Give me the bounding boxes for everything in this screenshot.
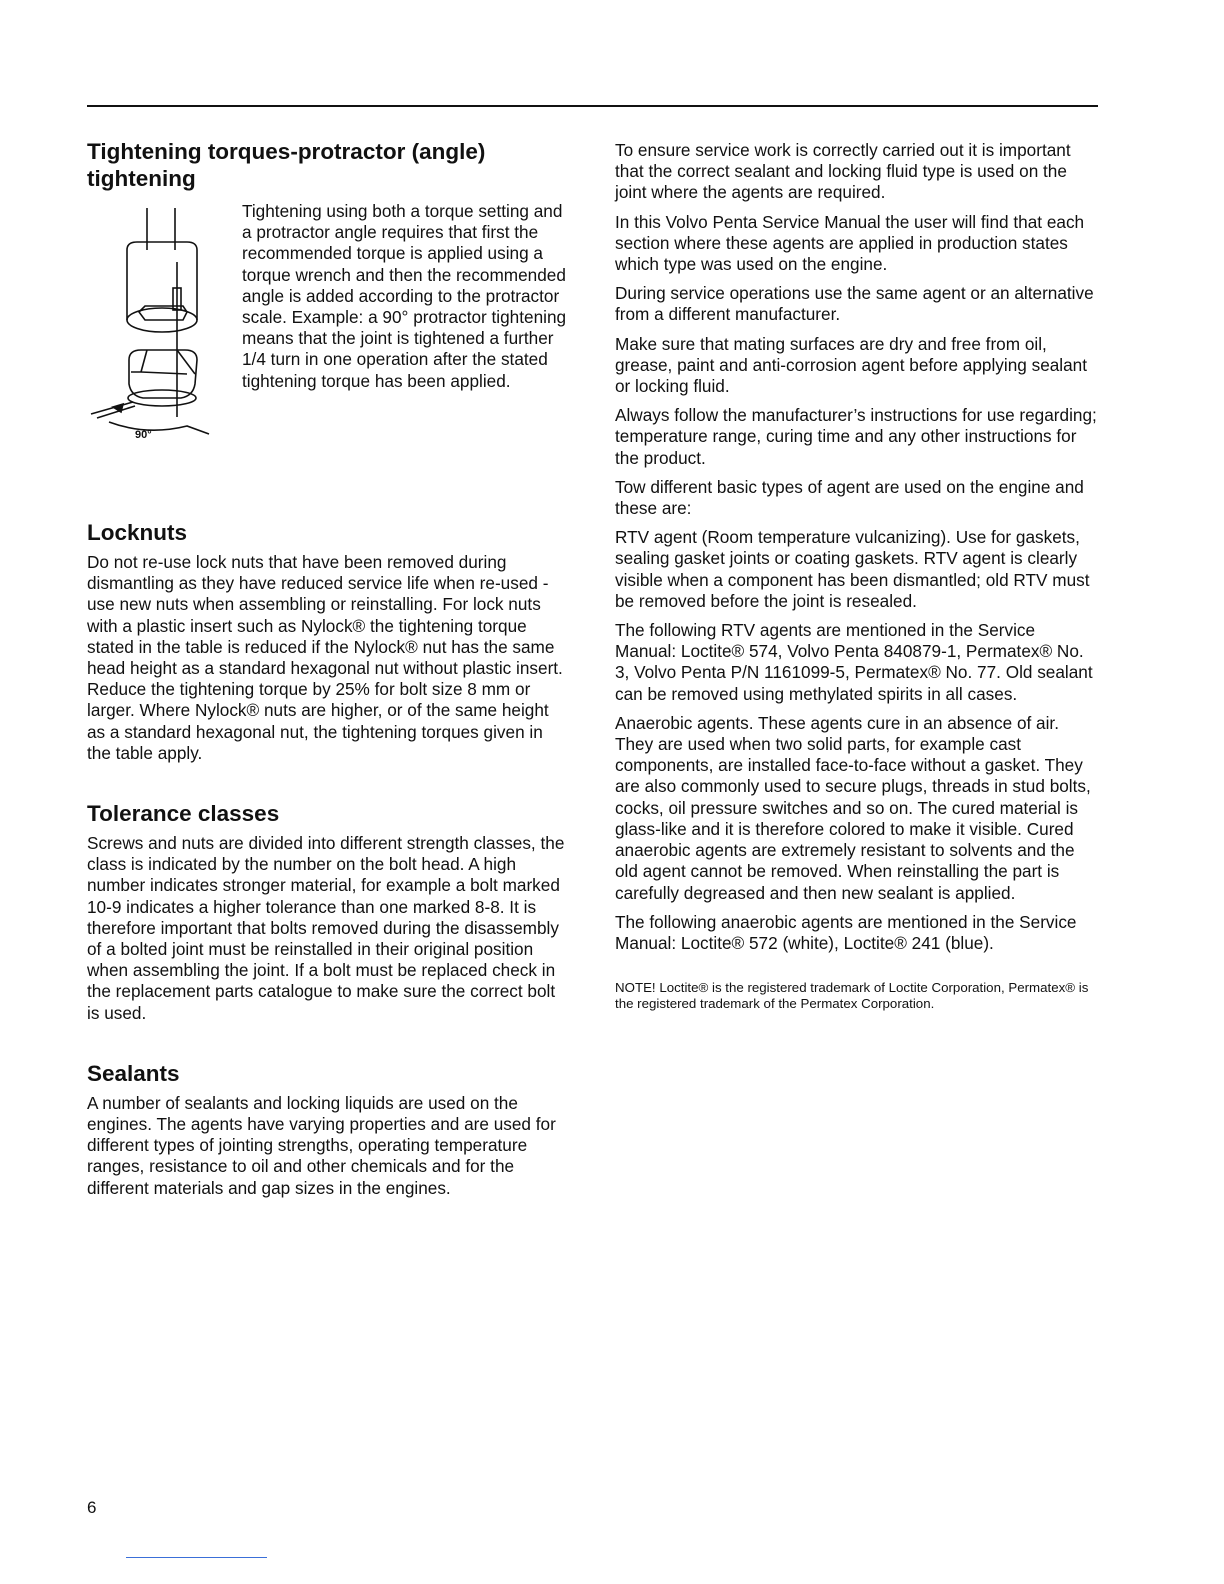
heading-tolerance: Tolerance classes: [87, 801, 280, 827]
paragraph: Anaerobic agents. These agents cure in an absence of air. They are used when two solid parts, for example cast components, are installed face-to-face without a gasket. They are also commonly used to secure plugs, threads in stud bolts, cocks, oil pressure switches and so on. The cured material is glass-like and it is therefore colored to make it visible. Cured anaerobic agents are extremely resistant to solvents and the old agent cannot be removed. When reinstalling the part is carefully degreased and then new sealant is applied.: [615, 712, 1091, 903]
tolerance-section: [87, 800, 565, 1024]
socket-nut-illustration: [87, 202, 227, 442]
paragraph: In this Volvo Penta Service Manual the user will find that each section where these agents are applied in production states which type was used on the engine.: [615, 211, 1085, 275]
locknuts-section: [87, 519, 565, 764]
tightening-block: [87, 202, 565, 457]
angle-label: 90°: [135, 429, 152, 441]
heading-locknuts: Locknuts: [87, 520, 188, 545]
trademark-note: NOTE! Loctite® is the registered trademark of Loctite Corporation, Permatex® is the registered trademark of the Permatex Corporation.: [615, 980, 1089, 1012]
paragraph: The following RTV agents are mentioned in the Service Manual: Loctite® 574, Volvo Penta 840879-1, Permatex® No. 3, Volvo Penta P/N 1161099-5, Permatex® No. 77. Old sealant can be removed using methylated spirits in all cases.: [615, 620, 1093, 704]
footer-line: [126, 1557, 267, 1558]
paragraph: Make sure that mating surfaces are dry and free from oil, grease, paint and anti-corrosion agent before applying sealant or locking fluid.: [615, 333, 1088, 397]
left-column: [87, 138, 565, 1199]
right-column: [615, 140, 1099, 1020]
tightening-text: Tightening using both a torque setting and a protractor angle requires that first the recommended torque is applied using a torque wrench and then the recommended angle is added according to the protractor scale. Example: a 90° protractor tightening means that the joint is tightened a further 1/4 turn in one operation after the stated tightening torque has been applied.: [242, 201, 567, 391]
locknuts-text: Do not re-use lock nuts that have been removed during dismantling as they have reduced service life when re-used - use new nuts when assembling or reinstalling. For lock nuts with a plastic insert such as Nylock® the tightening torque stated in the table is reduced if the Nylock® nut has the same head height as a standard hexagonal nut without plastic insert. Reduce the tightening torque by 25% for bolt size 8 mm or larger. Where Nylock® nuts are higher, or of the same height as a standard hexagonal nut, the tightening torques given in the table apply.: [87, 552, 563, 763]
page-number: 6: [87, 1498, 97, 1517]
paragraph: The following anaerobic agents are mentioned in the Service Manual: Loctite® 572 (white), Loctite® 241 (blue).: [615, 911, 1077, 953]
sealants-text: A number of sealants and locking liquids are used on the engines. The agents have varying properties and are used for different types of jointing strengths, operating temperature ranges, resistance to oil and other chemicals and for the different materials and gap sizes in the engines.: [87, 1092, 556, 1198]
paragraph: RTV agent (Room temperature vulcanizing). Use for gaskets, sealing gasket joints or coating gaskets. RTV agent is clearly visible when a component has been dismantled; old RTV must be removed before the joint is resealed.: [615, 527, 1090, 611]
paragraph: Always follow the manufacturer’s instructions for use regarding; temperature range, curing time and any other instructions for the product.: [615, 405, 1097, 468]
top-rule: [87, 105, 1098, 107]
paragraph: Tow different basic types of agent are used on the engine and these are:: [615, 476, 1084, 519]
sealants-section: [87, 1060, 565, 1199]
heading-sealants: Sealants: [87, 1060, 180, 1086]
tolerance-text: Screws and nuts are divided into different strength classes, the class is indicated by the number on the bolt head. A high number indicates stronger material, for example a bolt marked 10-9 indicates a higher tolerance than one marked 8-8. It is therefore important that bolts removed during the disassembly of a bolted joint must be reinstalled in their original position when assembling the joint. If a bolt must be replaced check in the replacement parts catalogue to make sure the correct bolt is used.: [87, 833, 565, 1023]
paragraph: To ensure service work is correctly carried out it is important that the correct sealant and locking fluid type is used on the joint where the agents are required.: [615, 140, 1071, 203]
paragraph: During service operations use the same agent or an alternative from a different manufacturer.: [615, 283, 1094, 325]
heading-tightening: Tightening torques-protractor (angle) tightening: [87, 139, 486, 191]
